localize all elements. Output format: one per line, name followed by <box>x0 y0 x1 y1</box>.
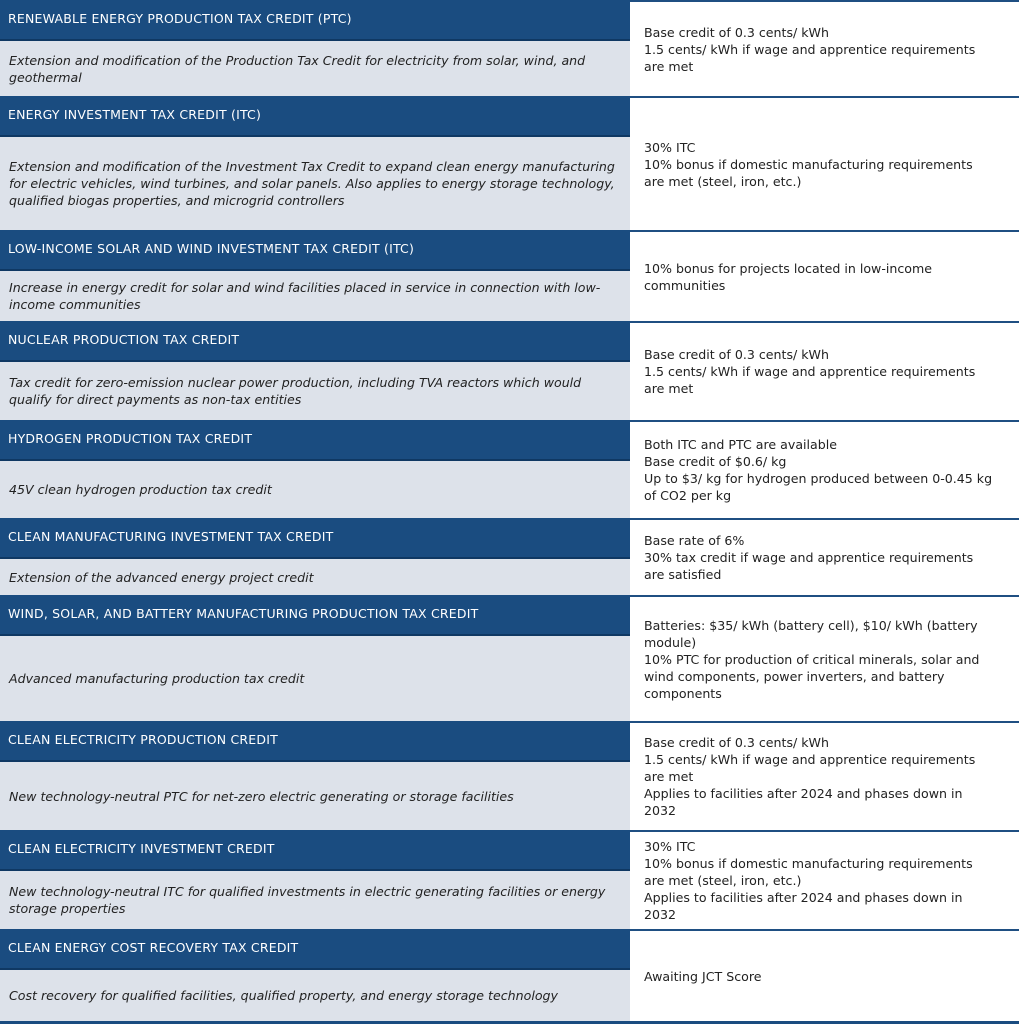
credit-row <box>0 420 1019 518</box>
credit-title: CLEAN MANUFACTURING INVESTMENT TAX CREDIT <box>0 518 630 559</box>
credit-title: ENERGY INVESTMENT TAX CREDIT (ITC) <box>0 96 630 137</box>
credit-row <box>0 721 1019 830</box>
credit-description <box>0 271 630 321</box>
credit-title: CLEAN ENERGY COST RECOVERY TAX CREDIT <box>0 929 630 970</box>
credit-details <box>630 96 1019 230</box>
credit-title: CLEAN ELECTRICITY INVESTMENT CREDIT <box>0 830 630 871</box>
credit-details-list <box>644 24 995 75</box>
credit-details-list <box>644 617 995 702</box>
credit-description <box>0 41 630 96</box>
credit-details <box>630 230 1019 321</box>
credit-detail-line: 10% PTC for production of critical minerals, solar and wind components, power inverters, and battery components <box>644 651 980 701</box>
credit-description <box>0 461 630 518</box>
credit-detail-line: Up to $3/ kg for hydrogen produced between 0-0.45 kg of CO2 per kg <box>644 471 993 503</box>
credit-details-list <box>644 734 995 819</box>
credit-description-text: Increase in energy credit for solar and wind facilities placed in service in connection with low-income communities <box>9 280 601 312</box>
credit-description-text: Extension and modification of the Investment Tax Credit to expand clean energy manufacturing for electric vehicles, wind turbines, and solar panels. Also applies to energy storage technology, qualified biogas properties, and microgrid controllers <box>9 159 615 208</box>
credit-detail-line: Awaiting JCT Score <box>644 968 762 984</box>
credit-detail-line: Base credit of 0.3 cents/ kWh <box>644 735 829 750</box>
credit-detail-line: Applies to facilities after 2024 and phases down in 2032 <box>644 786 963 818</box>
credit-detail-line: Both ITC and PTC are available <box>644 437 837 452</box>
credit-detail-line: 1.5 cents/ kWh if wage and apprentice requirements are met <box>644 752 976 784</box>
credit-row <box>0 321 1019 420</box>
credit-description-text: Extension and modification of the Production Tax Credit for electricity from solar, wind, and geothermal <box>9 52 586 85</box>
credit-row <box>0 518 1019 595</box>
credit-detail-line: 1.5 cents/ kWh if wage and apprentice requirements are met <box>644 41 976 74</box>
credit-title: NUCLEAR PRODUCTION TAX CREDIT <box>0 321 630 362</box>
credit-details-list <box>644 968 762 985</box>
credit-row <box>0 595 1019 721</box>
credit-description <box>0 137 630 230</box>
credit-details-list <box>644 436 995 504</box>
credit-description <box>0 559 630 595</box>
credit-details <box>630 0 1019 96</box>
credit-title: RENEWABLE ENERGY PRODUCTION TAX CREDIT (PTC) <box>0 0 630 41</box>
credit-title: HYDROGEN PRODUCTION TAX CREDIT <box>0 420 630 461</box>
credit-detail-line: Base credit of 0.3 cents/ kWh <box>644 347 829 362</box>
credit-detail-line: Base credit of 0.3 cents/ kWh <box>644 24 829 40</box>
credit-description-text: New technology-neutral ITC for qualified investments in electric generating facilities or energy storage properties <box>9 884 606 916</box>
credit-details <box>630 420 1019 518</box>
credit-description-text: Extension of the advanced energy project credit <box>9 569 314 585</box>
credit-row <box>0 230 1019 321</box>
credit-description <box>0 362 630 420</box>
credit-detail-line: 30% ITC <box>644 139 696 155</box>
credit-detail-line: 10% bonus if domestic manufacturing requirements are met (steel, iron, etc.) <box>644 156 973 189</box>
credit-title: WIND, SOLAR, AND BATTERY MANUFACTURING PRODUCTION TAX CREDIT <box>0 595 630 636</box>
credit-details <box>630 830 1019 929</box>
credit-detail-line: Applies to facilities after 2024 and phases down in 2032 <box>644 890 963 922</box>
credit-detail-line: 30% tax credit if wage and apprentice requirements are satisfied <box>644 550 974 582</box>
credit-description-text: 45V clean hydrogen production tax credit <box>9 482 272 497</box>
credit-detail-line: 10% bonus for projects located in low-income communities <box>644 260 933 293</box>
credit-details <box>630 321 1019 420</box>
credit-row <box>0 0 1019 96</box>
credit-row <box>0 929 1019 1021</box>
credit-details-list <box>644 532 995 583</box>
credit-description <box>0 871 630 929</box>
credit-details-list <box>644 838 995 923</box>
credit-description <box>0 762 630 830</box>
credit-detail-line: Base rate of 6% <box>644 533 745 548</box>
credit-description-text: Tax credit for zero-emission nuclear power production, including TVA reactors which would qualify for direct payments as non-tax entities <box>9 375 582 407</box>
credit-details-list <box>644 139 995 190</box>
credit-detail-line: Batteries: $35/ kWh (battery cell), $10/ kWh (battery module) <box>644 617 978 650</box>
credit-detail-line: 30% ITC <box>644 839 696 854</box>
credit-title: CLEAN ELECTRICITY PRODUCTION CREDIT <box>0 721 630 762</box>
credit-details <box>630 721 1019 830</box>
credit-details <box>630 929 1019 1021</box>
credit-title: LOW-INCOME SOLAR AND WIND INVESTMENT TAX CREDIT (ITC) <box>0 230 630 271</box>
credit-detail-line: 1.5 cents/ kWh if wage and apprentice requirements are met <box>644 364 976 396</box>
credit-details-list <box>644 346 995 397</box>
credit-details-list <box>644 260 995 294</box>
credit-description <box>0 970 630 1021</box>
credit-details <box>630 595 1019 721</box>
credit-detail-line: 10% bonus if domestic manufacturing requirements are met (steel, iron, etc.) <box>644 856 973 888</box>
credit-details <box>630 518 1019 595</box>
credit-description-text: New technology-neutral PTC for net-zero electric generating or storage facilities <box>9 788 514 804</box>
credit-description <box>0 636 630 721</box>
credit-row <box>0 830 1019 929</box>
credit-description-text: Cost recovery for qualified facilities, qualified property, and energy storage technology <box>9 988 558 1003</box>
credit-row <box>0 96 1019 230</box>
credit-detail-line: Base credit of $0.6/ kg <box>644 454 787 469</box>
credit-description-text: Advanced manufacturing production tax credit <box>9 671 305 686</box>
